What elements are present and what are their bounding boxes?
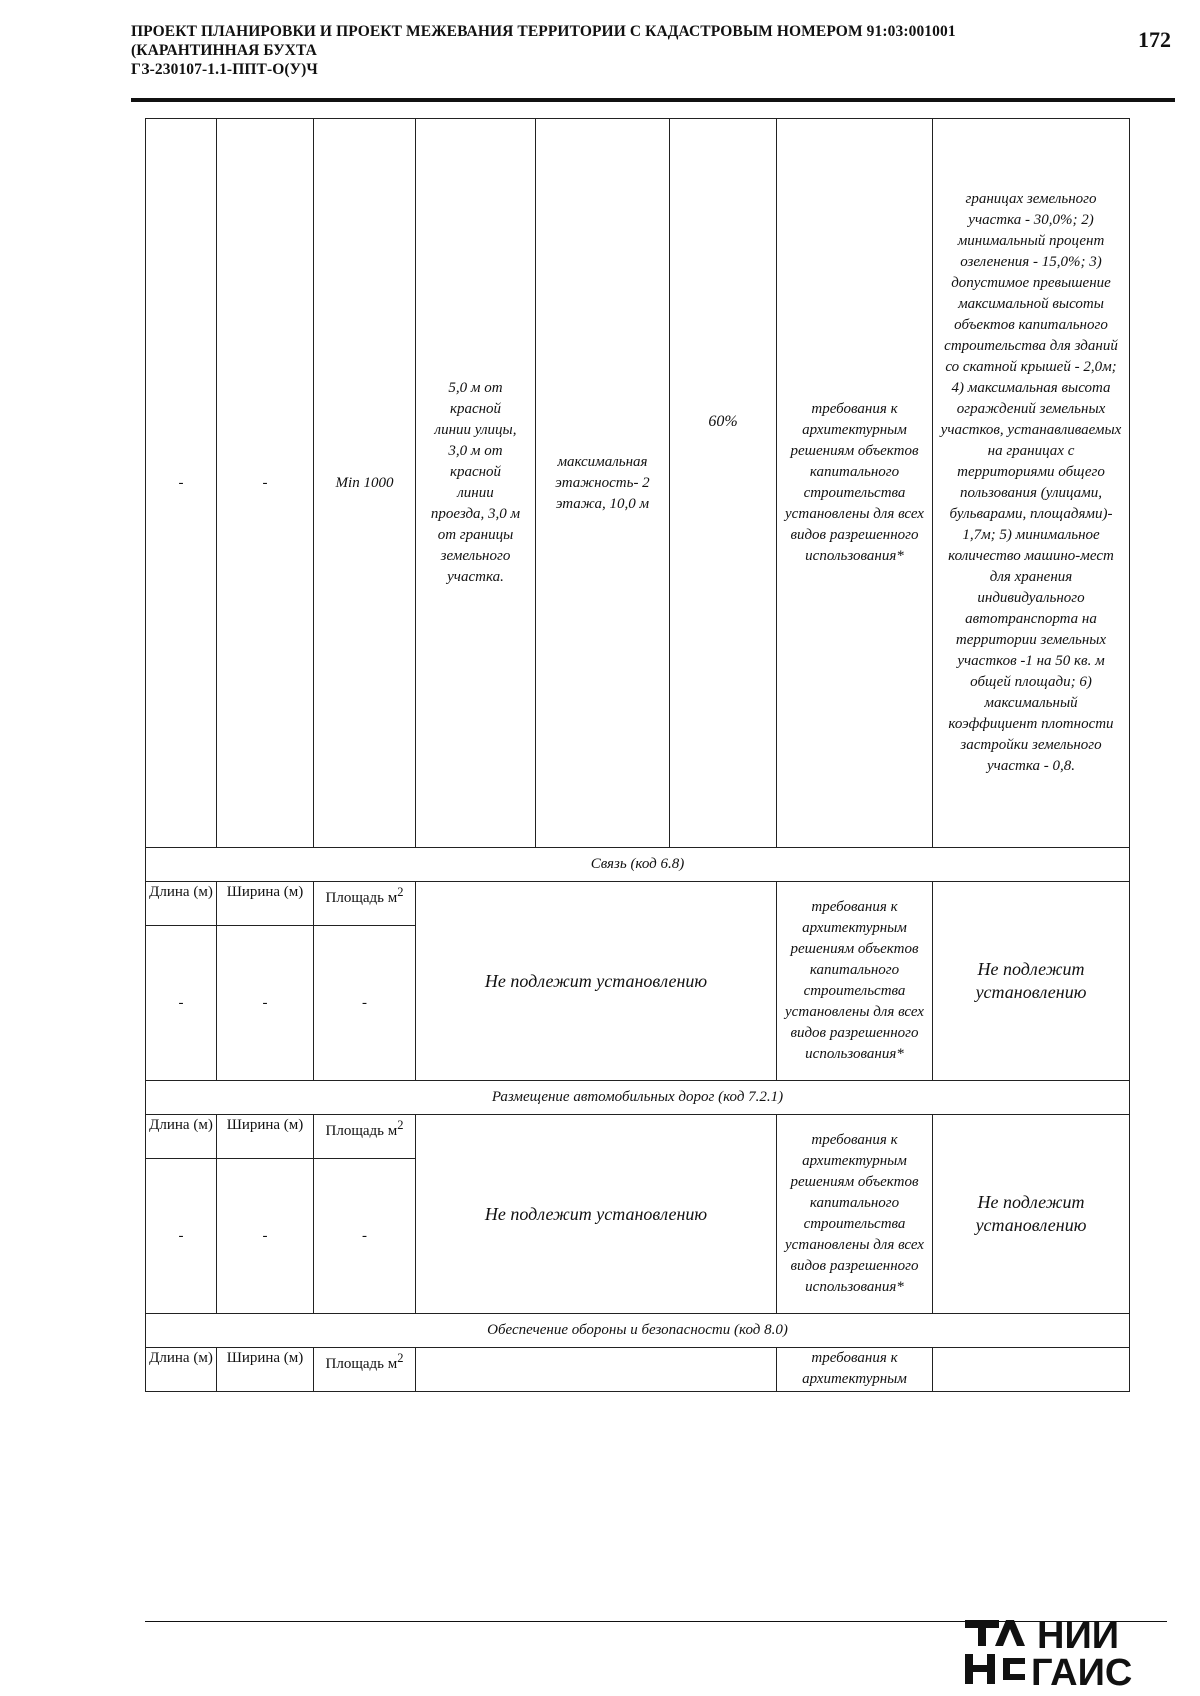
- page-number: 172: [1138, 27, 1171, 52]
- cell-coverage: 60%: [670, 119, 777, 848]
- cell-width: -: [217, 926, 314, 1081]
- col-header-area: Площадь $м^2$: [314, 882, 416, 926]
- cell-not-established: Не подлежит установлению: [416, 882, 777, 1081]
- cell-max-height: максимальная этажность- 2 этажа, 10,0 м: [536, 119, 670, 848]
- header-document-code: ГЗ-230107-1.1-ППТ-О(У)Ч: [131, 61, 318, 78]
- document-header: [131, 22, 1171, 79]
- cell-architecture-requirements: требования к архитектурным решениям объектов капитального строительства установлены для всех видов разрешенного использования*: [777, 882, 933, 1081]
- cell-architecture-requirements: требования к архитектурным: [777, 1348, 933, 1392]
- cell-not-established: Не подлежит установлению: [416, 1115, 777, 1314]
- cell-architecture-requirements: требования к архитектурным решениям объектов капитального строительства установлены для всех видов разрешенного использования*: [777, 119, 933, 848]
- cell-empty: [933, 1348, 1130, 1392]
- table-row: [146, 882, 1130, 926]
- section-title: Размещение автомобильных дорог (код 7.2.1): [146, 1081, 1130, 1115]
- table-row: [146, 1115, 1130, 1159]
- cell-length: -: [146, 926, 217, 1081]
- cell-length: -: [146, 119, 217, 848]
- cell-length: -: [146, 1159, 217, 1314]
- cell-empty: [416, 1348, 777, 1392]
- cell-other-parameters: Не подлежит установлению: [933, 882, 1130, 1081]
- col-header-length: Длина (м): [146, 1115, 217, 1159]
- section-title-row: [146, 848, 1130, 882]
- col-header-width: Ширина (м): [217, 1115, 314, 1159]
- cell-other-parameters: Не подлежит установлению: [933, 1115, 1130, 1314]
- header-rule: [131, 98, 1175, 102]
- section-title: Связь (код 6.8): [146, 848, 1130, 882]
- col-header-area: Площадь $м^2$: [314, 1115, 416, 1159]
- cell-other-parameters: границах земельного участка - 30,0%; 2) минимальный процент озеленения - 15,0%; 3) допустимое превышение максимальной высоты объектов капитального строительства для зданий со скатной крышей - 2,0м; 4) максимальная высота ограждений земельных участков, устанавливаемых на границах с территориями общего пользования (улицами, бульварами, площадями)- 1,7м; 5) минимальное количество машино-мест для хранения индивидуального автотранспорта на территории земельных участков -1 на 50 кв. м общей площади; 6) максимальный коэффициент плотности застройки земельного участка - 0,8.: [933, 119, 1130, 848]
- cell-width: -: [217, 1159, 314, 1314]
- cell-area: -: [314, 1159, 416, 1314]
- zoning-parameters-table: [145, 118, 1130, 1392]
- section-title: Обеспечение обороны и безопасности (код 8.0): [146, 1314, 1130, 1348]
- header-title-line-1: ПРОЕКТ ПЛАНИРОВКИ И ПРОЕКТ МЕЖЕВАНИЯ ТЕРРИТОРИИ С КАДАСТРОВЫМ НОМЕРОМ 91:03:001001: [131, 23, 956, 40]
- cell-architecture-requirements: требования к архитектурным решениям объектов капитального строительства установлены для всех видов разрешенного использования*: [777, 1115, 933, 1314]
- col-header-length: Длина (м): [146, 882, 217, 926]
- col-header-width: Ширина (м): [217, 1348, 314, 1392]
- section-title-row: [146, 1081, 1130, 1115]
- cell-area: Min 1000: [314, 119, 416, 848]
- cell-setback: 5,0 м от красной линии улицы, 3,0 м от красной линии проезда, 3,0 м от границы земельного участка.: [416, 119, 536, 848]
- col-header-length: Длина (м): [146, 1348, 217, 1392]
- table-row: [146, 1348, 1130, 1392]
- section-title-row: [146, 1314, 1130, 1348]
- logo-text-bottom: ГАИС: [1031, 1652, 1133, 1688]
- table-row: [146, 119, 1130, 848]
- col-header-width: Ширина (м): [217, 882, 314, 926]
- logo-text-top: НИИ: [1037, 1615, 1120, 1657]
- col-header-area: Площадь $м^2$: [314, 1348, 416, 1392]
- cell-area: -: [314, 926, 416, 1081]
- niigais-logo: [965, 1614, 1160, 1688]
- cell-width: -: [217, 119, 314, 848]
- header-title-line-2: (КАРАНТИННАЯ БУХТА: [131, 42, 317, 59]
